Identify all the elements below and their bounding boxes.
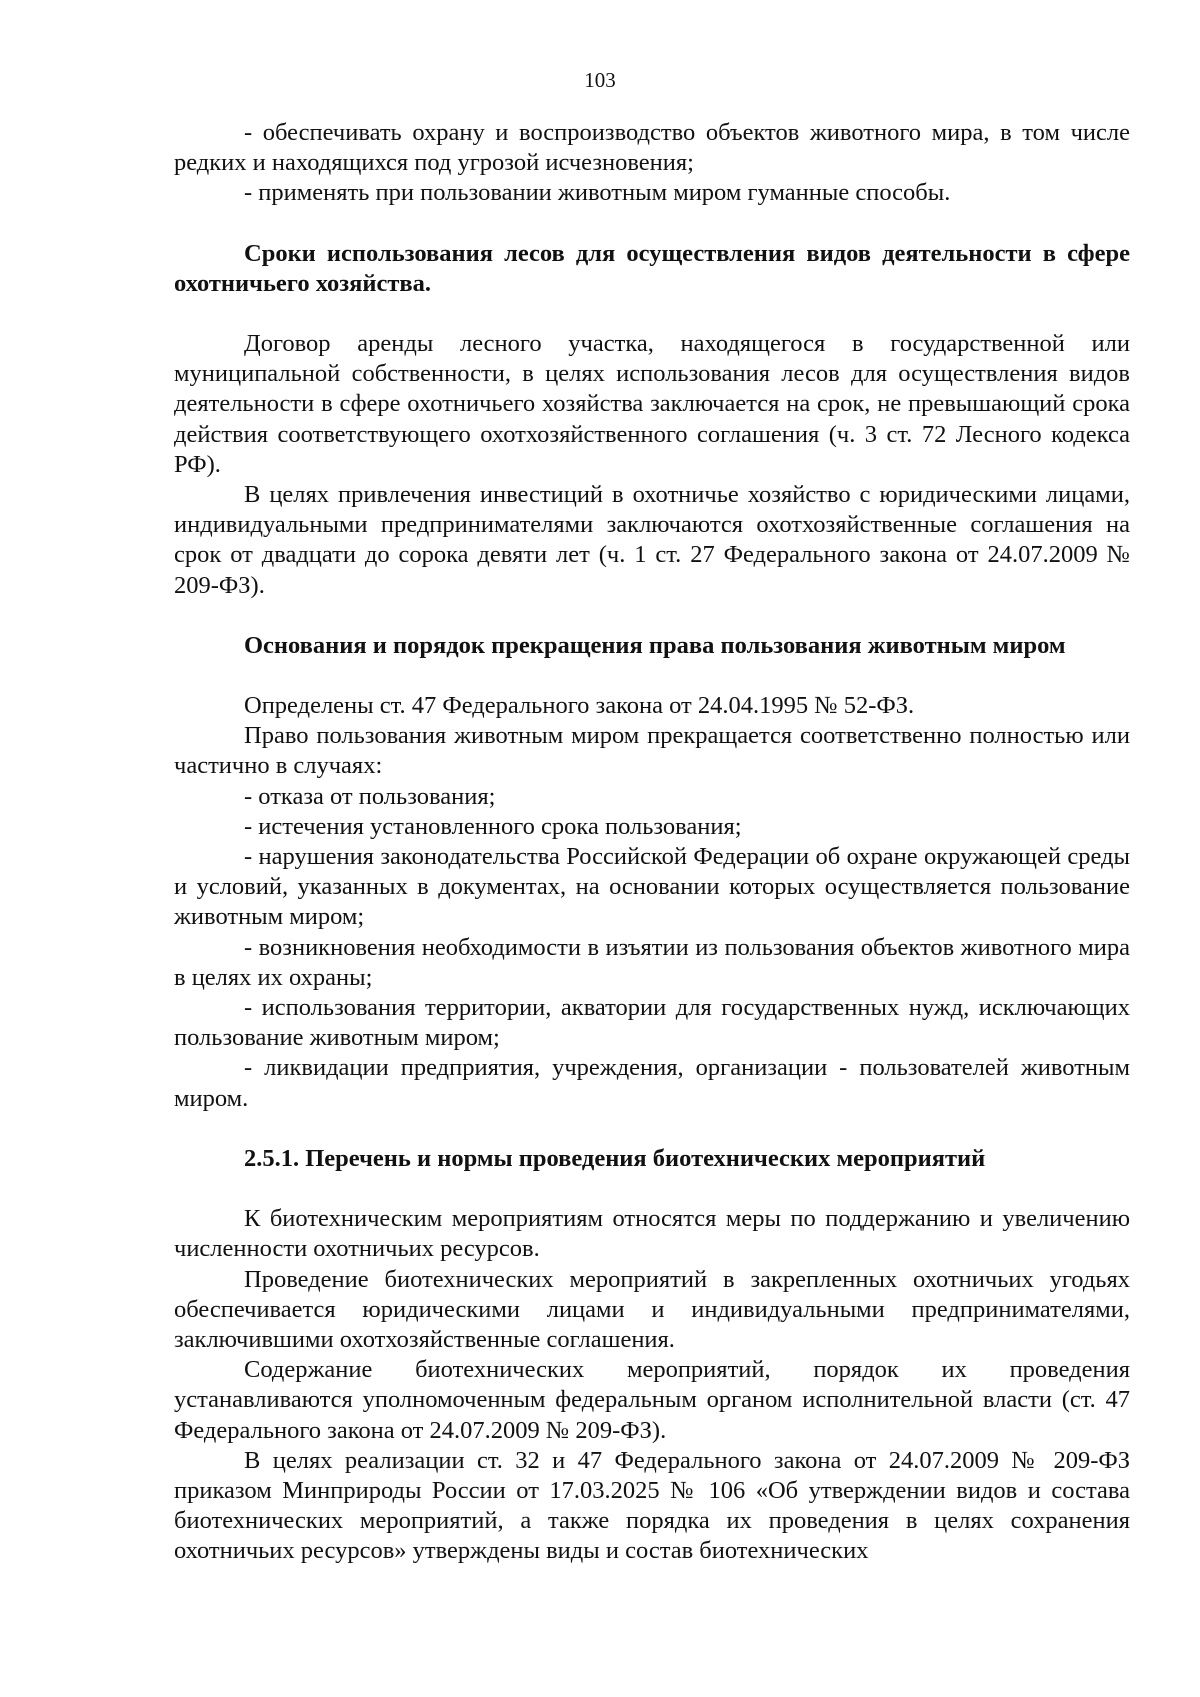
page-content bbox=[174, 118, 1130, 1567]
spacer bbox=[174, 1174, 1130, 1204]
page-number: 103 bbox=[584, 68, 616, 92]
list-item: - отказа от пользования; bbox=[244, 782, 496, 810]
list-item: - возникновения необходимости в изъятии из пользования объектов животного мира в целях их охраны; bbox=[174, 933, 1130, 991]
spacer bbox=[174, 209, 1130, 239]
section-heading: 2.5.1. Перечень и нормы проведения биотехнических мероприятий bbox=[244, 1144, 986, 1172]
spacer bbox=[174, 661, 1130, 691]
paragraph: Определены ст. 47 Федерального закона от 24.04.1995 № 52-ФЗ. bbox=[244, 692, 915, 720]
spacer bbox=[174, 601, 1130, 631]
list-item: - истечения установленного срока пользования; bbox=[244, 812, 742, 840]
paragraph: К биотехническим мероприятиям относятся меры по поддержанию и увеличению численности охотничьих ресурсов. bbox=[174, 1205, 1130, 1263]
paragraph: - обеспечивать охрану и воспроизводство объектов животного мира, в том числе редких и находящихся под угрозой исчезновения; bbox=[174, 119, 1130, 177]
paragraph: Право пользования животным миром прекращается соответственно полностью или частично в случаях: bbox=[174, 722, 1130, 780]
paragraph: Договор аренды лесного участка, находящегося в государственной или муниципальной собственности, в целях использования лесов для осуществления видов деятельности в сфере охотничьего хозяйства заключается на срок, не превышающий срока действия соответствующего охотхозяйственного соглашения (ч. 3 ст. 72 Лесного кодекса РФ). bbox=[174, 330, 1130, 478]
section-heading: Сроки использования лесов для осуществления видов деятельности в сфере охотничьего хозяйства. bbox=[174, 239, 1130, 297]
list-item: - нарушения законодательства Российской Федерации об охране окружающей среды и условий, указанных в документах, на основании которых осуществляется пользование животным миром; bbox=[174, 843, 1130, 931]
list-item: - ликвидации предприятия, учреждения, организации - пользователей животным миром. bbox=[174, 1054, 1130, 1112]
paragraph: В целях реализации ст. 32 и 47 Федерального закона от 24.07.2009 № 209-ФЗ приказом Минприроды России от 17.03.2025 № 106 «Об утверждении видов и состава биотехнических мероприятий, а также порядка их проведения в целях сохранения охотничьих ресурсов» утверждены виды и состав биотехнических bbox=[174, 1446, 1130, 1565]
list-item: - использования территории, акватории для государственных нужд, исключающих пользование животным миром; bbox=[174, 994, 1130, 1052]
paragraph: Проведение биотехнических мероприятий в закрепленных охотничьих угодьях обеспечивается юридическими лицами и индивидуальными предпринимателями, заключившими охотхозяйственные соглашения. bbox=[174, 1265, 1130, 1353]
section-heading: Основания и порядок прекращения права пользования животным миром bbox=[244, 631, 1066, 659]
spacer bbox=[174, 1114, 1130, 1144]
paragraph: - применять при пользовании животным миром гуманные способы. bbox=[244, 179, 951, 207]
paragraph: Содержание биотехнических мероприятий, порядок их проведения устанавливаются уполномоченным федеральным органом исполнительной власти (ст. 47 Федерального закона от 24.07.2009 № 209-ФЗ). bbox=[174, 1356, 1130, 1444]
spacer bbox=[174, 299, 1130, 329]
paragraph: В целях привлечения инвестиций в охотничье хозяйство с юридическими лицами, индивидуальными предпринимателями заключаются охотхозяйственные соглашения на срок от двадцати до сорока девяти лет (ч. 1 ст. 27 Федерального закона от 24.07.2009 № 209-ФЗ). bbox=[174, 481, 1130, 599]
